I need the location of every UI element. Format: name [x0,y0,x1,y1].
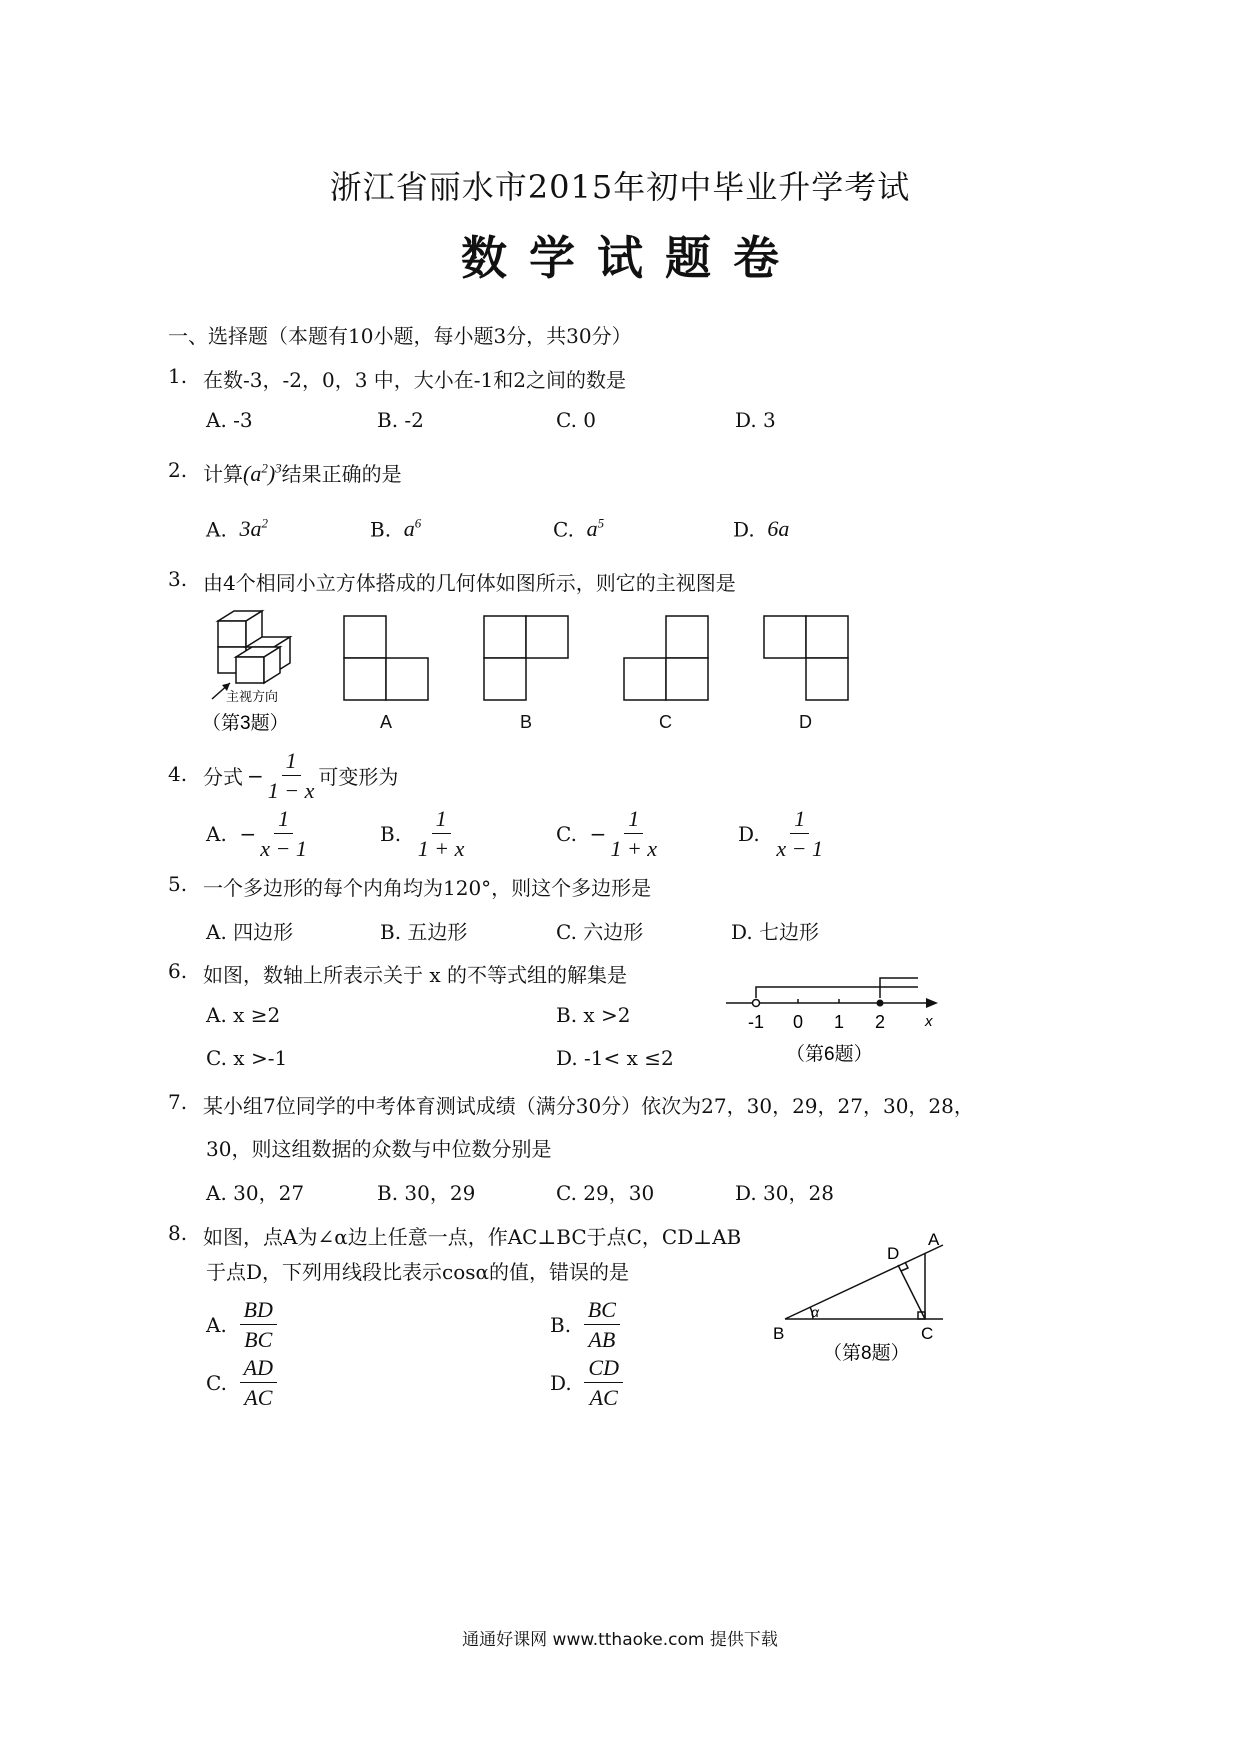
angle-alpha-label: α [811,1304,819,1320]
q1-option-c: C. 0 [556,408,597,432]
q3-cube-figure [200,605,310,735]
q7-option-b: B. 30，29 [377,1181,476,1205]
point-a-label: A [928,1230,940,1249]
q7-number: 7. [168,1090,188,1114]
q5-option-c: C. 六边形 [556,920,644,944]
q6-caption: （第6题） [786,1044,873,1065]
q3-option-b-label: B [520,712,533,732]
q8-option-b: B. $\frac{BC}{AB}$ [550,1297,620,1353]
q6-stem: 如图，数轴上所表示关于 x 的不等式组的解集是 [203,963,627,987]
axis-arrow [926,998,938,1008]
tick-label-one: 1 [834,1012,845,1032]
open-point-minus-one [753,1000,760,1007]
q7-stem-line1: 某小组7位同学的中考体育测试成绩（满分30分）依次为27，30，29，27，30，28， [203,1094,974,1118]
q6-number: 6. [168,959,188,983]
q2-option-d: D. 6a [733,516,790,542]
q8-stem-line2: 于点D，下列用线段比表示cosα的值，错误的是 [206,1260,630,1284]
q5-option-a: A. 四边形 [206,920,294,944]
q2-option-b: B. $a^6$ [370,516,422,542]
q5-number: 5. [168,872,188,896]
q6-option-a: A. x ≥2 [206,1003,281,1027]
q3-number: 3. [168,567,188,591]
q1-stem: 在数-3，-2，0，3 中，大小在-1和2之间的数是 [203,368,626,392]
q3-option-b-figure [480,612,580,704]
q6-option-d: D. -1< x ≤2 [556,1046,674,1070]
q4-number: 4. [168,762,188,786]
q3-option-c-label: C [659,712,672,732]
exam-subtitle: 数学试题卷 [461,231,801,285]
q1-option-d: D. 3 [735,408,776,432]
closed-point-two [877,1000,884,1007]
q5-option-d: D. 七边形 [731,920,820,944]
q4-stem-suffix: 可变形为 [318,765,399,790]
q2-expression: $(a^2)^3$ [243,460,282,486]
q6-option-b: B. x >2 [556,1003,631,1027]
q7-option-a: A. 30，27 [206,1181,305,1205]
q8-caption: （第8题） [823,1343,910,1364]
point-d-label: D [887,1244,900,1263]
q3-option-c-figure [620,612,720,704]
q8-option-c: C. $\frac{AD}{AC}$ [206,1355,277,1411]
axis-variable-label: x [925,1013,933,1030]
tick-label-zero: 0 [793,1012,804,1032]
footer-source: 通通好课网 www.tthaoke.com 提供下载 [462,1630,778,1650]
section-heading: 一、选择题（本题有10小题，每小题3分，共30分） [168,324,632,348]
q2-stem [203,458,402,487]
q8-number: 8. [168,1221,188,1245]
q3-option-a-label: A [380,712,393,732]
q4-option-c: C. − $\frac{1}{1 + x}$ [556,806,658,862]
tick-label-minus-one: -1 [748,1012,765,1032]
q3-caption: （第3题） [202,713,289,734]
q3-option-a-figure [340,612,440,704]
q2-number: 2. [168,458,188,482]
q2-option-c: C. $a^5$ [553,516,605,542]
q6-number-line-figure [720,968,945,1068]
q8-option-d: D. $\frac{CD}{AC}$ [550,1355,623,1411]
point-b-label: B [773,1324,785,1343]
q6-option-c: C. x >-1 [206,1046,288,1070]
q4-sign: − [247,763,264,788]
q5-stem: 一个多边形的每个内角均为120°，则这个多边形是 [203,876,652,900]
tick-label-two: 2 [875,1012,886,1032]
q7-stem-line2: 30，则这组数据的众数与中位数分别是 [206,1137,552,1161]
q1-option-a: A. -3 [206,408,253,432]
q8-triangle-figure [765,1225,955,1375]
q4-fraction: $\frac{1}{1 - x}$ [267,748,315,804]
exam-title: 浙江省丽水市2015年初中毕业升学考试 [329,168,911,206]
q1-option-b: B. -2 [377,408,424,432]
segment-cd [898,1265,925,1319]
q3-option-d-figure [760,612,860,704]
q4-option-b: B. $\frac{1}{1 + x}$ [380,806,465,862]
q4-stem-prefix: 分式 [203,765,243,790]
q5-option-b: B. 五边形 [380,920,468,944]
q2-option-a: A. $3a^2$ [206,516,269,542]
q8-stem-line1: 如图，点A为∠α边上任意一点，作AC⊥BC于点C，CD⊥AB [203,1225,742,1249]
q4-stem [203,748,398,804]
q2-stem-suffix: 结果正确的是 [281,462,402,486]
q7-option-c: C. 29，30 [556,1181,655,1205]
point-c-label: C [921,1324,934,1343]
q3-stem: 由4个相同小立方体搭成的几何体如图所示，则它的主视图是 [203,571,736,595]
q8-option-a: A. $\frac{BD}{BC}$ [206,1297,277,1353]
view-direction-label: 主视方向 [226,689,279,704]
q3-option-d-label: D [799,712,812,732]
q4-option-a: A. − $\frac{1}{x - 1}$ [206,806,307,862]
q7-option-d: D. 30，28 [735,1181,834,1205]
q4-option-d: D. $\frac{1}{x - 1}$ [738,806,824,862]
q1-number: 1. [168,364,188,388]
q2-stem-prefix: 计算 [203,462,243,486]
